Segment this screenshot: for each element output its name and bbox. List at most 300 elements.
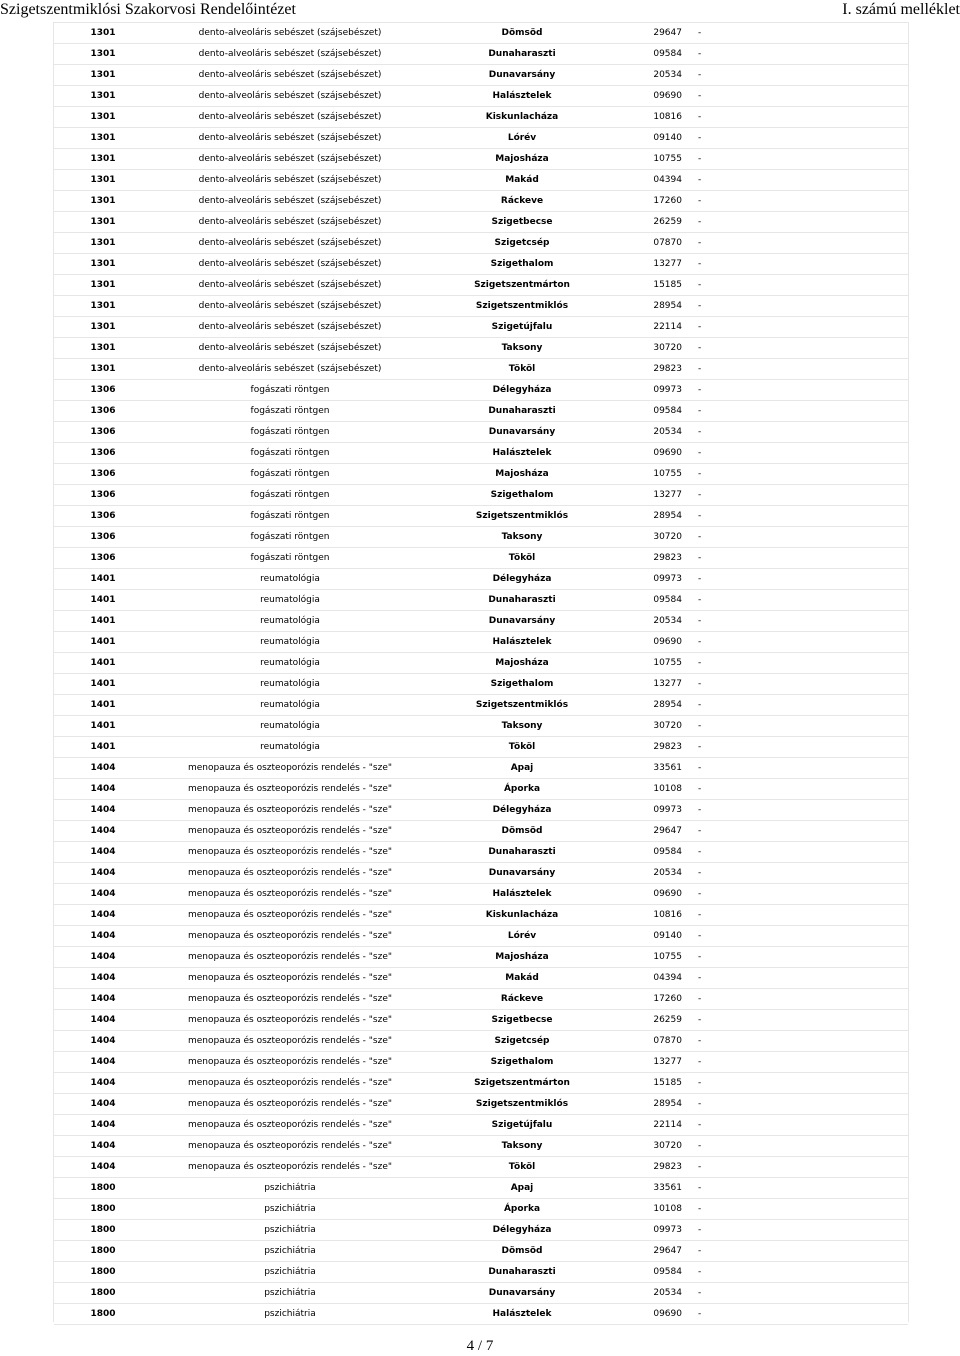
table-row [54, 821, 908, 842]
cell-city: Szigetszentmárton [428, 275, 616, 296]
cell-zip: 09140 [616, 128, 682, 149]
cell-service: fogászati röntgen [152, 443, 428, 464]
cell-mark: - [682, 65, 908, 86]
cell-city: Lórév [428, 926, 616, 947]
cell-city: Kiskunlacháza [428, 107, 616, 128]
cell-service: menopauza és oszteoporózis rendelés - "sze" [152, 884, 428, 905]
table-row [54, 674, 908, 695]
cell-mark: - [682, 611, 908, 632]
cell-service: menopauza és oszteoporózis rendelés - "sze" [152, 905, 428, 926]
cell-zip: 10755 [616, 149, 682, 170]
cell-service: menopauza és oszteoporózis rendelés - "sze" [152, 1010, 428, 1031]
table-row [54, 548, 908, 569]
cell-zip: 20534 [616, 422, 682, 443]
cell-service: pszichiátria [152, 1178, 428, 1199]
cell-city: Taksony [428, 1136, 616, 1157]
cell-zip: 30720 [616, 716, 682, 737]
cell-code: 1306 [54, 548, 152, 569]
cell-mark: - [682, 506, 908, 527]
table-row [54, 1010, 908, 1031]
cell-mark: - [682, 44, 908, 65]
cell-code: 1404 [54, 947, 152, 968]
cell-mark: - [682, 632, 908, 653]
table-row [54, 401, 908, 422]
cell-code: 1301 [54, 191, 152, 212]
table-row [54, 1304, 908, 1325]
table-row [54, 1157, 908, 1178]
cell-code: 1301 [54, 170, 152, 191]
cell-code: 1404 [54, 884, 152, 905]
cell-zip: 17260 [616, 191, 682, 212]
cell-zip: 07870 [616, 1031, 682, 1052]
cell-code: 1800 [54, 1178, 152, 1199]
cell-city: Dunavarsány [428, 422, 616, 443]
cell-city: Ráckeve [428, 191, 616, 212]
cell-service: menopauza és oszteoporózis rendelés - "sze" [152, 947, 428, 968]
cell-mark: - [682, 212, 908, 233]
cell-service: menopauza és oszteoporózis rendelés - "sze" [152, 1052, 428, 1073]
cell-zip: 28954 [616, 695, 682, 716]
table-row [54, 443, 908, 464]
cell-code: 1800 [54, 1199, 152, 1220]
table-row [54, 569, 908, 590]
cell-code: 1404 [54, 989, 152, 1010]
cell-mark: - [682, 716, 908, 737]
table-row [54, 1052, 908, 1073]
cell-code: 1404 [54, 863, 152, 884]
cell-code: 1404 [54, 842, 152, 863]
cell-service: fogászati röntgen [152, 548, 428, 569]
cell-zip: 29823 [616, 548, 682, 569]
cell-code: 1301 [54, 44, 152, 65]
cell-code: 1404 [54, 1052, 152, 1073]
cell-city: Dunaharaszti [428, 44, 616, 65]
cell-service: dento-alveoláris sebészet (szájsebészet) [152, 65, 428, 86]
cell-mark: - [682, 401, 908, 422]
cell-zip: 09973 [616, 569, 682, 590]
cell-city: Tököl [428, 737, 616, 758]
cell-code: 1404 [54, 926, 152, 947]
cell-mark: - [682, 485, 908, 506]
cell-city: Taksony [428, 716, 616, 737]
cell-zip: 04394 [616, 170, 682, 191]
cell-zip: 29823 [616, 737, 682, 758]
cell-code: 1301 [54, 317, 152, 338]
cell-code: 1401 [54, 611, 152, 632]
cell-service: menopauza és oszteoporózis rendelés - "sze" [152, 989, 428, 1010]
cell-zip: 10816 [616, 107, 682, 128]
table-row [54, 422, 908, 443]
cell-mark: - [682, 884, 908, 905]
cell-zip: 13277 [616, 254, 682, 275]
cell-zip: 09690 [616, 86, 682, 107]
cell-city: Dunaharaszti [428, 842, 616, 863]
cell-city: Dunaharaszti [428, 401, 616, 422]
table-row [54, 863, 908, 884]
cell-service: menopauza és oszteoporózis rendelés - "sze" [152, 821, 428, 842]
cell-service: dento-alveoláris sebészet (szájsebészet) [152, 296, 428, 317]
cell-zip: 29647 [616, 1241, 682, 1262]
cell-zip: 10755 [616, 464, 682, 485]
cell-zip: 30720 [616, 1136, 682, 1157]
cell-mark: - [682, 653, 908, 674]
cell-mark: - [682, 527, 908, 548]
cell-zip: 30720 [616, 338, 682, 359]
table-row [54, 1094, 908, 1115]
table-row [54, 254, 908, 275]
cell-city: Szigetszentmiklós [428, 1094, 616, 1115]
cell-zip: 22114 [616, 317, 682, 338]
cell-city: Szigetújfalu [428, 317, 616, 338]
cell-service: dento-alveoláris sebészet (szájsebészet) [152, 359, 428, 380]
table-row [54, 86, 908, 107]
table-row [54, 317, 908, 338]
cell-mark: - [682, 233, 908, 254]
table-row [54, 926, 908, 947]
table-row [54, 590, 908, 611]
cell-zip: 09973 [616, 1220, 682, 1241]
cell-city: Délegyháza [428, 1220, 616, 1241]
cell-zip: 33561 [616, 1178, 682, 1199]
cell-zip: 13277 [616, 485, 682, 506]
table-row [54, 758, 908, 779]
cell-mark: - [682, 1010, 908, 1031]
cell-mark: - [682, 1220, 908, 1241]
cell-mark: - [682, 86, 908, 107]
cell-mark: - [682, 275, 908, 296]
table-row [54, 1178, 908, 1199]
cell-service: reumatológia [152, 674, 428, 695]
cell-city: Szigetszentmiklós [428, 695, 616, 716]
cell-city: Dunaharaszti [428, 590, 616, 611]
table-row [54, 989, 908, 1010]
cell-mark: - [682, 1178, 908, 1199]
table-row [54, 191, 908, 212]
cell-mark: - [682, 968, 908, 989]
cell-mark: - [682, 1283, 908, 1304]
table-row [54, 464, 908, 485]
cell-city: Dunavarsány [428, 1283, 616, 1304]
cell-service: menopauza és oszteoporózis rendelés - "sze" [152, 863, 428, 884]
table-row [54, 884, 908, 905]
cell-city: Taksony [428, 527, 616, 548]
cell-service: dento-alveoláris sebészet (szájsebészet) [152, 170, 428, 191]
cell-service: reumatológia [152, 569, 428, 590]
cell-zip: 30720 [616, 527, 682, 548]
cell-service: dento-alveoláris sebészet (szájsebészet) [152, 254, 428, 275]
cell-zip: 10108 [616, 1199, 682, 1220]
table-row [54, 968, 908, 989]
cell-code: 1404 [54, 1136, 152, 1157]
cell-mark: - [682, 128, 908, 149]
cell-mark: - [682, 191, 908, 212]
cell-service: pszichiátria [152, 1220, 428, 1241]
table-row [54, 1283, 908, 1304]
table-row [54, 23, 908, 44]
cell-code: 1301 [54, 23, 152, 44]
cell-city: Szigethalom [428, 485, 616, 506]
cell-service: menopauza és oszteoporózis rendelés - "sze" [152, 842, 428, 863]
cell-zip: 09584 [616, 590, 682, 611]
cell-mark: - [682, 359, 908, 380]
cell-service: menopauza és oszteoporózis rendelés - "sze" [152, 1136, 428, 1157]
cell-code: 1800 [54, 1220, 152, 1241]
cell-zip: 09140 [616, 926, 682, 947]
cell-service: dento-alveoláris sebészet (szájsebészet) [152, 212, 428, 233]
cell-mark: - [682, 1073, 908, 1094]
cell-city: Dömsöd [428, 1241, 616, 1262]
cell-mark: - [682, 779, 908, 800]
cell-city: Délegyháza [428, 380, 616, 401]
cell-mark: - [682, 107, 908, 128]
cell-city: Tököl [428, 359, 616, 380]
cell-zip: 09584 [616, 401, 682, 422]
cell-mark: - [682, 590, 908, 611]
cell-mark: - [682, 737, 908, 758]
cell-code: 1401 [54, 695, 152, 716]
cell-zip: 09584 [616, 842, 682, 863]
cell-zip: 15185 [616, 275, 682, 296]
cell-service: pszichiátria [152, 1304, 428, 1325]
cell-zip: 09690 [616, 1304, 682, 1325]
cell-city: Makád [428, 170, 616, 191]
cell-zip: 15185 [616, 1073, 682, 1094]
table-row [54, 233, 908, 254]
cell-mark: - [682, 254, 908, 275]
table-row [54, 653, 908, 674]
cell-service: menopauza és oszteoporózis rendelés - "sze" [152, 1073, 428, 1094]
cell-zip: 20534 [616, 65, 682, 86]
cell-city: Halásztelek [428, 884, 616, 905]
cell-mark: - [682, 842, 908, 863]
cell-mark: - [682, 1136, 908, 1157]
cell-mark: - [682, 821, 908, 842]
cell-city: Dunavarsány [428, 863, 616, 884]
cell-zip: 20534 [616, 611, 682, 632]
cell-city: Szigethalom [428, 674, 616, 695]
table-row [54, 275, 908, 296]
cell-zip: 28954 [616, 506, 682, 527]
cell-code: 1404 [54, 1010, 152, 1031]
cell-code: 1306 [54, 380, 152, 401]
cell-mark: - [682, 1304, 908, 1325]
cell-city: Halásztelek [428, 86, 616, 107]
table-row [54, 485, 908, 506]
table-row [54, 611, 908, 632]
cell-code: 1301 [54, 149, 152, 170]
cell-service: menopauza és oszteoporózis rendelés - "sze" [152, 1031, 428, 1052]
cell-city: Kiskunlacháza [428, 905, 616, 926]
cell-code: 1404 [54, 821, 152, 842]
cell-city: Apaj [428, 758, 616, 779]
cell-city: Szigetszentmárton [428, 1073, 616, 1094]
cell-service: reumatológia [152, 632, 428, 653]
page-number: 4 / 7 [466, 1338, 494, 1354]
cell-code: 1301 [54, 359, 152, 380]
cell-code: 1404 [54, 779, 152, 800]
data-table-container [53, 22, 909, 1322]
table-row [54, 695, 908, 716]
cell-city: Makád [428, 968, 616, 989]
cell-service: fogászati röntgen [152, 506, 428, 527]
data-table-body [54, 23, 908, 1325]
table-row [54, 170, 908, 191]
cell-zip: 09690 [616, 632, 682, 653]
cell-zip: 29823 [616, 359, 682, 380]
cell-mark: - [682, 170, 908, 191]
table-row [54, 44, 908, 65]
cell-city: Szigetbecse [428, 1010, 616, 1031]
cell-city: Áporka [428, 1199, 616, 1220]
cell-code: 1404 [54, 905, 152, 926]
cell-city: Tököl [428, 1157, 616, 1178]
cell-mark: - [682, 1262, 908, 1283]
cell-code: 1306 [54, 443, 152, 464]
cell-city: Áporka [428, 779, 616, 800]
cell-zip: 29647 [616, 821, 682, 842]
cell-city: Szigetújfalu [428, 1115, 616, 1136]
page-header [0, 0, 960, 20]
cell-service: reumatológia [152, 737, 428, 758]
cell-city: Dömsöd [428, 821, 616, 842]
cell-code: 1301 [54, 233, 152, 254]
cell-code: 1800 [54, 1304, 152, 1325]
cell-service: fogászati röntgen [152, 380, 428, 401]
table-row [54, 1073, 908, 1094]
cell-city: Tököl [428, 548, 616, 569]
cell-code: 1301 [54, 128, 152, 149]
cell-service: dento-alveoláris sebészet (szájsebészet) [152, 317, 428, 338]
cell-zip: 09973 [616, 800, 682, 821]
cell-service: pszichiátria [152, 1262, 428, 1283]
cell-city: Ráckeve [428, 989, 616, 1010]
cell-mark: - [682, 695, 908, 716]
table-row [54, 737, 908, 758]
cell-city: Majosháza [428, 464, 616, 485]
cell-code: 1800 [54, 1241, 152, 1262]
cell-code: 1404 [54, 1031, 152, 1052]
cell-code: 1301 [54, 212, 152, 233]
cell-city: Délegyháza [428, 569, 616, 590]
cell-service: fogászati röntgen [152, 422, 428, 443]
table-row [54, 149, 908, 170]
cell-city: Szigetszentmiklós [428, 296, 616, 317]
cell-mark: - [682, 1157, 908, 1178]
cell-zip: 28954 [616, 296, 682, 317]
table-row [54, 1220, 908, 1241]
cell-code: 1404 [54, 1157, 152, 1178]
table-row [54, 800, 908, 821]
cell-code: 1306 [54, 464, 152, 485]
cell-mark: - [682, 758, 908, 779]
cell-code: 1306 [54, 401, 152, 422]
cell-service: reumatológia [152, 716, 428, 737]
cell-city: Taksony [428, 338, 616, 359]
cell-code: 1401 [54, 632, 152, 653]
cell-code: 1301 [54, 86, 152, 107]
cell-zip: 26259 [616, 1010, 682, 1031]
cell-service: dento-alveoláris sebészet (szájsebészet) [152, 44, 428, 65]
cell-zip: 07870 [616, 233, 682, 254]
table-row [54, 107, 908, 128]
cell-zip: 10816 [616, 905, 682, 926]
cell-zip: 09584 [616, 1262, 682, 1283]
cell-zip: 10755 [616, 653, 682, 674]
cell-city: Lórév [428, 128, 616, 149]
cell-mark: - [682, 317, 908, 338]
cell-city: Halásztelek [428, 443, 616, 464]
cell-service: dento-alveoláris sebészet (szájsebészet) [152, 275, 428, 296]
cell-mark: - [682, 863, 908, 884]
cell-zip: 29647 [616, 23, 682, 44]
cell-city: Dunaharaszti [428, 1262, 616, 1283]
cell-city: Szigetcsép [428, 233, 616, 254]
cell-city: Szigethalom [428, 254, 616, 275]
cell-service: menopauza és oszteoporózis rendelés - "sze" [152, 1115, 428, 1136]
cell-service: dento-alveoláris sebészet (szájsebészet) [152, 128, 428, 149]
table-row [54, 1115, 908, 1136]
cell-code: 1306 [54, 422, 152, 443]
cell-city: Dömsöd [428, 23, 616, 44]
cell-service: menopauza és oszteoporózis rendelés - "sze" [152, 758, 428, 779]
cell-zip: 09973 [616, 380, 682, 401]
cell-mark: - [682, 422, 908, 443]
table-row [54, 212, 908, 233]
cell-mark: - [682, 149, 908, 170]
cell-mark: - [682, 1241, 908, 1262]
cell-mark: - [682, 947, 908, 968]
table-row [54, 716, 908, 737]
table-row [54, 527, 908, 548]
cell-zip: 04394 [616, 968, 682, 989]
cell-code: 1401 [54, 569, 152, 590]
cell-code: 1401 [54, 653, 152, 674]
cell-mark: - [682, 674, 908, 695]
cell-service: fogászati röntgen [152, 464, 428, 485]
cell-city: Halásztelek [428, 1304, 616, 1325]
cell-zip: 09690 [616, 443, 682, 464]
table-row [54, 947, 908, 968]
cell-city: Majosháza [428, 947, 616, 968]
cell-code: 1301 [54, 275, 152, 296]
cell-service: menopauza és oszteoporózis rendelés - "sze" [152, 779, 428, 800]
cell-city: Majosháza [428, 149, 616, 170]
cell-code: 1301 [54, 296, 152, 317]
cell-service: menopauza és oszteoporózis rendelés - "sze" [152, 1157, 428, 1178]
cell-mark: - [682, 569, 908, 590]
table-row [54, 1031, 908, 1052]
table-row [54, 359, 908, 380]
cell-mark: - [682, 989, 908, 1010]
cell-service: dento-alveoláris sebészet (szájsebészet) [152, 233, 428, 254]
table-row [54, 1199, 908, 1220]
cell-zip: 20534 [616, 1283, 682, 1304]
table-row [54, 296, 908, 317]
cell-service: dento-alveoláris sebészet (szájsebészet) [152, 23, 428, 44]
cell-mark: - [682, 926, 908, 947]
table-row [54, 338, 908, 359]
table-row [54, 632, 908, 653]
cell-zip: 33561 [616, 758, 682, 779]
cell-code: 1800 [54, 1262, 152, 1283]
cell-mark: - [682, 23, 908, 44]
cell-zip: 29823 [616, 1157, 682, 1178]
table-row [54, 380, 908, 401]
cell-code: 1401 [54, 737, 152, 758]
cell-service: pszichiátria [152, 1283, 428, 1304]
cell-code: 1401 [54, 716, 152, 737]
cell-zip: 10755 [616, 947, 682, 968]
